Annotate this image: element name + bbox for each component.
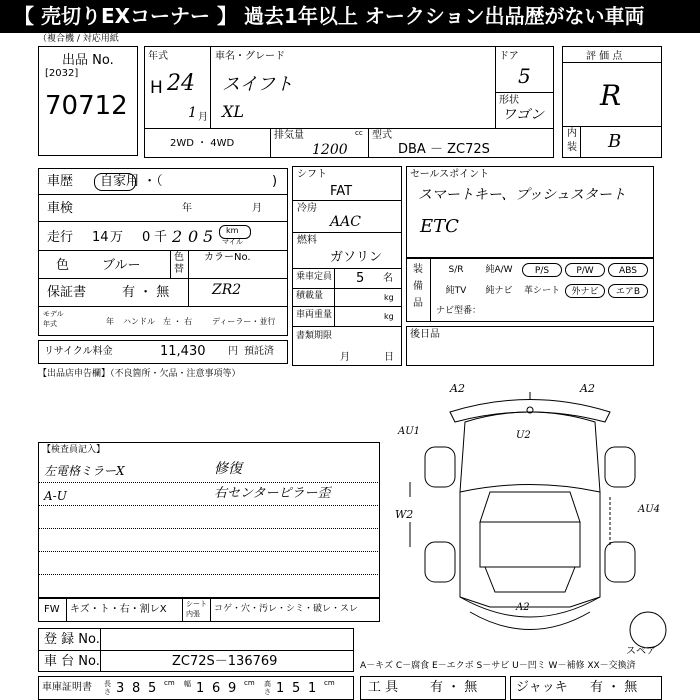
equip-label-3: 品	[413, 298, 423, 309]
mileage-ones: 5	[203, 227, 214, 246]
dims-digit: 5	[148, 681, 157, 696]
displacement-label: 排気量	[274, 130, 304, 141]
sub-note: （複合機 / 対応用紙	[38, 34, 119, 44]
lot-label: 出品 No.	[62, 53, 114, 68]
banner-title: 【 売切りEXコーナー 】 過去1年以上 オークション出品歴がない車両	[0, 0, 700, 33]
weight-unit: kg	[384, 312, 394, 321]
diagram-w2: W2	[395, 508, 414, 521]
mileage-sen-unit: 千	[154, 230, 168, 245]
score-value: R	[600, 79, 622, 112]
capacity-label: 乗車定員	[296, 272, 333, 282]
shape-value: ワゴン	[502, 107, 544, 123]
inspection-year-unit: 年	[182, 203, 192, 214]
dims-digit: 1	[276, 681, 285, 696]
registration-label: 登 録 No.	[44, 632, 100, 647]
mileage-tens: 0	[188, 227, 199, 246]
door-label: ドア	[499, 51, 519, 62]
mileage-sen: 0	[142, 230, 151, 245]
interior-label-1: 内	[567, 128, 577, 139]
dims-unit: cm	[324, 679, 335, 687]
seat-text: コゲ・穴・汚レ・シミ・破レ・スレ	[214, 604, 359, 614]
inspection-month-unit: 月	[252, 203, 262, 214]
inspector-note1-left: 左電格ミラーX	[44, 464, 125, 478]
interior-label-2: 装	[567, 142, 577, 153]
color-label: 色	[56, 258, 70, 273]
mileage-man-unit: 万	[110, 230, 124, 245]
rear-item-label: 後日品	[410, 329, 440, 340]
chassis-value: ZC72S－136769	[172, 654, 278, 669]
jack-label: ジャッキ	[516, 680, 568, 695]
model-year-unit: 年	[106, 317, 114, 326]
capacity-unit: 名	[383, 273, 393, 284]
history-options: 自家用 ・（	[100, 174, 163, 189]
dims-group-label: 長さ	[104, 680, 111, 696]
weight-label: 車両重量	[296, 310, 333, 320]
aircon-value: AAC	[330, 214, 361, 230]
inspector-note2-right: 右センターピラー歪	[214, 486, 331, 501]
color-code-value: ZR2	[212, 282, 242, 298]
recycle-unit: 円	[228, 346, 238, 357]
model-label: 型式	[372, 130, 392, 141]
equip-label-2: 備	[413, 281, 423, 292]
color-change-2: 替	[174, 264, 184, 275]
fuel-value: ガソリン	[330, 250, 383, 265]
diagram-au-right: AU4	[638, 504, 661, 515]
car-damage-diagram	[380, 372, 680, 662]
equipment-item: S/R	[448, 265, 464, 275]
diagram-spare: スペア	[626, 646, 656, 657]
diagram-a2-left: A2	[450, 382, 465, 395]
doc-deadline-day-unit: 日	[384, 352, 394, 363]
equipment-item: 純TV	[445, 286, 467, 296]
diagram-a2-right: A2	[580, 382, 595, 395]
fuel-label: 燃料	[297, 235, 317, 246]
mileage-mile: マイル	[222, 238, 243, 246]
tools-value: 有 ・ 無	[430, 680, 478, 695]
diagram-a2-bottom: A2	[516, 602, 530, 613]
handle-value: 左 ・ 右	[163, 317, 193, 326]
rear-item-box	[406, 326, 654, 366]
inspector-note2-left: A-U	[44, 489, 67, 503]
year-month-unit: 月	[198, 112, 208, 123]
doc-deadline-unit: 月	[340, 352, 350, 363]
fw-text: キズ・ト・右・割レX	[70, 604, 167, 615]
dims-digit: 5	[292, 681, 301, 696]
equipment-item: 革シート	[523, 286, 560, 296]
mileage-km: km	[226, 226, 239, 235]
dims-unit: cm	[244, 679, 255, 687]
load-unit: kg	[384, 293, 394, 302]
equipment-item: P/W	[565, 263, 605, 277]
dims-digit: 8	[132, 681, 141, 696]
fw-label: FW	[44, 604, 60, 615]
damage-legend: A－キズ C－腐食 E－エクボ S－サビ U－凹ミ W－補修 XX－交換済	[360, 661, 636, 671]
dims-digit: 1	[196, 681, 205, 696]
dims-group-label: 幅	[184, 680, 191, 688]
aircon-label: 冷房	[297, 203, 317, 214]
equip-label-1: 装	[413, 264, 423, 275]
warranty-value: 有 ・ 無	[122, 285, 170, 300]
inspection-label: 車検	[47, 201, 74, 216]
shift-label: シフト	[297, 169, 327, 180]
inspector-title: 【検査員記入】	[42, 445, 106, 455]
car-grade: XL	[222, 102, 245, 121]
dims-label: 車庫証明書	[42, 682, 92, 693]
dims-digit: 6	[212, 681, 221, 696]
recycle-note: 預託済	[244, 346, 274, 357]
equipment-item: 外ナビ	[565, 284, 605, 298]
model-year-label-2: 年式	[43, 320, 57, 328]
year-label: 年式	[148, 51, 168, 62]
warranty-label: 保証書	[47, 285, 87, 300]
shape-label: 形状	[499, 95, 519, 106]
color-change-1: 色	[174, 252, 184, 263]
recycle-value: 11,430	[160, 344, 206, 359]
model-value: DBA － ZC72S	[398, 142, 490, 157]
car-name-label: 車名・グレード	[215, 51, 285, 62]
seat-label-1: シート	[186, 600, 207, 608]
score-label: 評 価 点	[586, 51, 623, 62]
jack-value: 有 ・ 無	[590, 680, 638, 695]
diagram-au-left: AU1	[398, 426, 421, 437]
sales-point-label: セールスポイント	[410, 169, 490, 180]
door-value: 5	[518, 64, 531, 88]
chassis-label: 車 台 No.	[44, 654, 100, 669]
drive-type: 2WD ・ 4WD	[170, 138, 235, 149]
dealer-type: ディーラー・並行	[212, 317, 276, 326]
displacement-value: 1200	[312, 142, 348, 158]
navi-model-label: ナビ型番：	[436, 306, 482, 316]
sales-point-line1: スマートキー、プッシュスタート	[418, 187, 626, 203]
doc-deadline-label: 書類期限	[296, 331, 333, 341]
inspector-note1-right: 修復	[214, 461, 242, 477]
capacity-value: 5	[356, 271, 365, 286]
year-month: 1	[188, 105, 197, 121]
recycle-label: リサイクル料金	[44, 346, 113, 357]
load-label: 積載量	[296, 291, 324, 301]
handle-label: ハンドル	[123, 317, 155, 326]
seat-label-2: 内張	[186, 610, 200, 618]
history-close: )	[272, 174, 278, 189]
mileage-man: 14	[92, 230, 109, 245]
displacement-unit: cc	[355, 129, 363, 137]
car-name: スイフト	[222, 74, 294, 95]
lot-number: 70712	[45, 91, 128, 121]
tools-label: 工 具	[368, 680, 399, 695]
history-label: 車歴	[47, 174, 74, 189]
equipment-item: P/S	[522, 263, 562, 277]
mileage-label: 走行	[47, 230, 74, 245]
memo-title: 【出品店申告欄】（不良箇所・欠品・注意事項等）	[38, 369, 241, 379]
dims-unit: cm	[164, 679, 175, 687]
dims-digit: 9	[228, 681, 237, 696]
equipment-item: 純ナビ	[485, 286, 513, 296]
diagram-u2: U2	[516, 430, 531, 441]
shift-value: FAT	[330, 184, 353, 199]
year-era: H	[150, 78, 163, 98]
color-code-label: カラーNo.	[204, 252, 251, 263]
lot-tag: [2032]	[45, 68, 79, 79]
color-value: ブルー	[102, 258, 141, 273]
mileage-hundreds: 2	[172, 227, 183, 246]
year-value: 24	[167, 71, 195, 96]
interior-value: B	[608, 131, 622, 152]
sales-point-line2: ETC	[420, 216, 459, 237]
model-year-label-1: モデル	[43, 310, 64, 318]
equipment-item: エアB	[608, 284, 648, 298]
dims-digit: 1	[308, 681, 317, 696]
equipment-item: ABS	[608, 263, 648, 277]
dims-group-label: 高さ	[264, 680, 271, 696]
dims-digit: 3	[116, 681, 125, 696]
equipment-item: 純A/W	[485, 265, 513, 275]
